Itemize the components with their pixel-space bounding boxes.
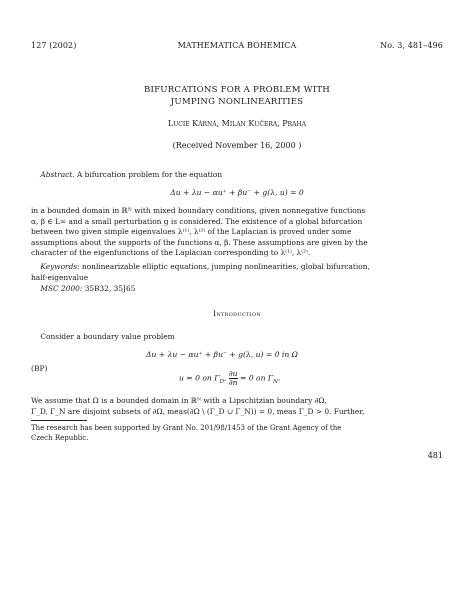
bvp-eq2-right-sub: N: [273, 379, 278, 386]
keywords-label: Keywords:: [40, 262, 80, 271]
fraction-numerator: ∂u: [228, 369, 238, 378]
bvp-eq2-end: .: [277, 373, 281, 383]
paper-title: [0, 84, 474, 108]
abstract-line: assumptions about the supports of the functions α, β. These assumptions are given by the: [31, 237, 368, 247]
paragraph-line: Γ_D, Γ_N are disjoint subsets of ∂Ω, meas(∂Ω \ (Γ_D ∪ Γ_N)) = 0, meas Γ_D > 0. Further,: [31, 406, 365, 416]
abstract-intro: [31, 170, 443, 181]
fraction-denominator: ∂n: [228, 378, 238, 387]
bvp-eq2-left-sub: D: [219, 379, 224, 386]
msc-classification: [31, 284, 443, 295]
page-number: 481: [427, 451, 443, 460]
abstract-line: between two given simple eigenvalues λ⁽¹⁾, λ⁽²⁾ of the Laplacian is proved under some: [31, 227, 352, 237]
abstract-intro-text: A bifurcation problem for the equation: [77, 170, 223, 179]
msc-value: 35B32, 35J65: [84, 284, 136, 293]
intro-sentence-text: Consider a boundary value problem: [40, 332, 175, 341]
bvp-display: [31, 350, 443, 390]
abstract-line: α, β ∈ L∞ and a small perturbation g is considered. The existence of a global bifurcation: [31, 216, 363, 226]
footnote: [31, 424, 443, 443]
intro-paragraph: [31, 396, 443, 417]
header-volume: 127 (2002): [31, 41, 77, 50]
section-heading: Introduction: [212, 309, 262, 318]
header-journal: MATHEMATICA BOHEMICA: [177, 41, 297, 50]
title-line-1: BIFURCATIONS FOR A PROBLEM WITH: [144, 85, 330, 95]
keywords-line: half-eigenvalue: [31, 272, 89, 282]
received-date: (Received November 16, 2000 ): [172, 141, 302, 150]
footnote-line: The research has been supported by Grant No. 201/98/1453 of the Grant Agency of the: [31, 424, 342, 432]
intro-sentence: [31, 332, 443, 343]
abstract-line: character of the eigenfunctions of the Laplacian corresponding to λ⁽¹⁾, λ⁽²⁾.: [31, 248, 311, 258]
keywords: [31, 262, 443, 283]
footnote-rule: [31, 420, 87, 421]
abstract-equation: Δu + λu − αu⁺ + βu⁻ + g(λ, u) = 0: [170, 188, 304, 197]
author-line: Lucie Kárná, Milan Kučera, Praha: [167, 119, 307, 128]
abstract-line: in a bounded domain in ℝᴺ with mixed boundary conditions, given nonnegative functions: [31, 206, 366, 215]
header-issue-pages: No. 3, 481–496: [380, 41, 443, 50]
bvp-label: (BP): [31, 364, 48, 373]
keywords-line: nonlinearizable elliptic equations, jumping nonlinearities, global bifurcation,: [81, 262, 370, 271]
bvp-eq2-right: = 0 on Γ: [239, 373, 274, 383]
title-line-2: JUMPING NONLINEARITIES: [170, 97, 304, 107]
abstract-body: [31, 206, 443, 259]
bvp-eq2-left: u = 0 on Γ: [179, 373, 220, 383]
normal-derivative-fraction: [229, 370, 238, 387]
abstract-label: Abstract.: [40, 170, 75, 179]
msc-label: MSC 2000:: [40, 284, 83, 293]
bvp-equation-1: Δu + λu − αu⁺ + βu⁻ + g(λ, u) = 0 in Ω: [146, 350, 298, 359]
bvp-equation-2: u = 0 on $\Gamma_D$, $\frac{\partial u}{\partial n}$ = 0 on $\Gamma_N$.: [179, 369, 281, 387]
paragraph-line: We assume that Ω is a bounded domain in ℝᴺ with a Lipschitzian boundary ∂Ω,: [31, 396, 327, 405]
footnote-line: Czech Republic.: [31, 433, 89, 442]
